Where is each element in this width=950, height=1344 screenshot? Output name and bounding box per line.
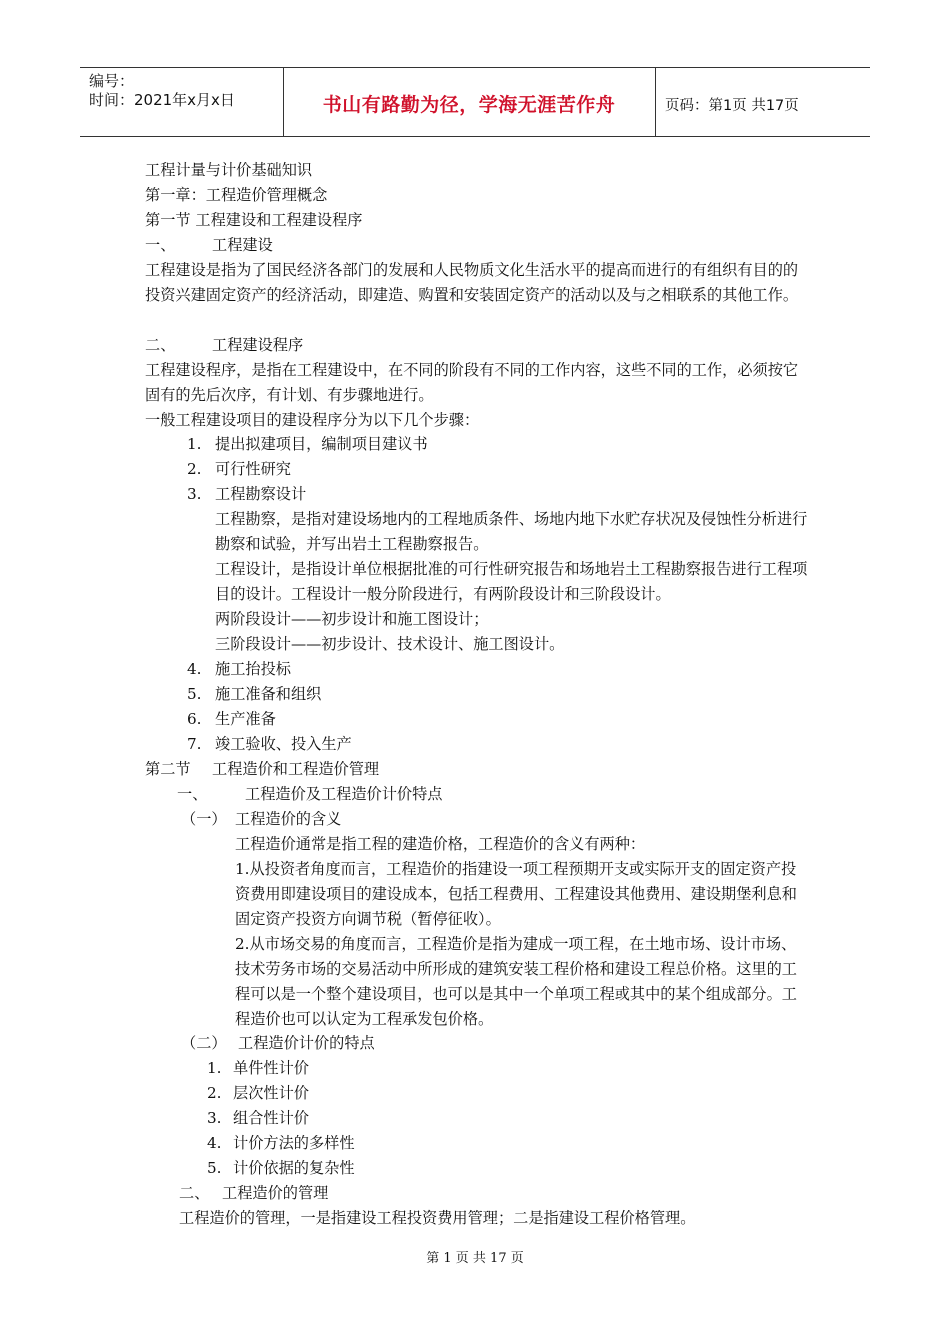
paragraph: 一般工程建设项目的建设程序分为以下几个步骤：	[145, 411, 480, 429]
list-item: 计价依据的复杂性	[233, 1159, 355, 1177]
header-divider	[655, 68, 656, 136]
doc-title: 工程计量与计价基础知识	[145, 161, 313, 179]
list-number: 2.	[207, 1084, 222, 1102]
paragraph: 两阶段设计——初步设计和施工图设计；	[215, 610, 489, 628]
paragraph: 工程建设程序，是指在工程建设中，在不同的阶段有不同的工作内容，这些不同的工作，必须按它固有的先后次序，有计划、有步骤地进行。	[145, 361, 799, 404]
list-number: 5.	[207, 1159, 222, 1177]
header-motto: 书山有路勤为径，学海无涯苦作舟	[322, 94, 616, 116]
paragraph: 工程造价通常是指工程的建造价格，工程造价的含义有两种：	[235, 835, 646, 853]
list-number: 1.	[187, 435, 202, 453]
paragraph: 2.从市场交易的角度而言，工程造价是指为建成一项工程，在土地市场、设计市场、技术劳务市场的交易活动中所形成的建筑安装工程价格和建设工程总价格。这里的工程可以是一个整个建设项目，也可以是其中一个单项工程或其中的某个组成部分。工程造价也可以认定为工程承发包价格。	[235, 935, 797, 1028]
subheading-number: （二）	[181, 1034, 227, 1052]
list-number: 3.	[187, 485, 202, 503]
header-page-number: 页码：第1页 共17页	[665, 98, 799, 114]
header-meta	[89, 72, 235, 110]
paragraph: 工程建设是指为了国民经济各部门的发展和人民物质文化生活水平的提高而进行的有组织有目的的投资兴建固定资产的经济活动，即建造、购置和安装固定资产的活动以及与之相联系的其他工作。	[145, 261, 799, 304]
paragraph: 1.从投资者角度而言，工程造价的指建设一项工程预期开支或实际开支的固定资产投资费用即建设项目的建设成本，包括工程费用、工程建设其他费用、建设期堡利息和固定资产投资方向调节税（暂停征收）。	[235, 860, 797, 928]
list-item: 计价方法的多样性	[233, 1134, 355, 1152]
list-number: 4.	[187, 660, 202, 678]
list-number: 3.	[207, 1109, 222, 1127]
heading-text: 工程造价的管理	[222, 1184, 329, 1202]
list-item: 层次性计价	[233, 1084, 309, 1102]
paragraph: 三阶段设计——初步设计、技术设计、施工图设计。	[215, 635, 565, 653]
list-number: 7.	[187, 735, 202, 753]
list-item: 竣工验收、投入生产	[215, 735, 352, 753]
list-number: 4.	[207, 1134, 222, 1152]
header-number: 编号：	[89, 72, 135, 90]
chapter-heading: 第一章：工程造价管理概念	[145, 186, 328, 204]
list-item: 提出拟建项目，编制项目建议书	[215, 435, 428, 453]
list-item: 施工抬投标	[215, 660, 291, 678]
list-number: 2.	[187, 460, 202, 478]
document-header	[80, 67, 870, 137]
list-item: 组合性计价	[233, 1109, 309, 1127]
list-number: 6.	[187, 710, 202, 728]
section-number: 第二节	[145, 760, 191, 778]
heading-text: 工程建设	[212, 236, 273, 254]
list-item: 单件性计价	[233, 1059, 309, 1077]
section-heading: 第一节 工程建设和工程建设程序	[145, 211, 363, 229]
heading-number: 一、	[177, 785, 208, 803]
heading-number: 二、	[145, 336, 176, 354]
heading-text: 工程建设程序	[212, 336, 304, 354]
heading-text: 工程造价及工程造价计价特点	[245, 785, 443, 803]
list-item: 施工准备和组织	[215, 685, 322, 703]
list-number: 5.	[187, 685, 202, 703]
paragraph: 工程设计，是指设计单位根据批准的可行性研究报告和场地岩土工程勘察报告进行工程项目的设计。工程设计一般分阶段进行，有两阶段设计和三阶段设计。	[215, 560, 808, 603]
list-item: 生产准备	[215, 710, 276, 728]
section-heading: 工程造价和工程造价管理	[212, 760, 380, 778]
header-time: 时间：2021年x月x日	[89, 91, 235, 109]
heading-number: 一、	[145, 236, 176, 254]
subheading-number: （一）	[181, 810, 227, 828]
subheading-text: 工程造价的含义	[235, 810, 342, 828]
paragraph: 工程造价的管理，一是指建设工程投资费用管理；二是指建设工程价格管理。	[179, 1209, 696, 1227]
list-item: 可行性研究	[215, 460, 291, 478]
heading-number: 二、	[179, 1184, 210, 1202]
paragraph: 工程勘察，是指对建设场地内的工程地质条件、场地内地下水贮存状况及侵蚀性分析进行勘察和试验，并写出岩土工程勘察报告。	[215, 510, 808, 553]
page-footer: 第 1 页 共 17 页	[426, 1251, 524, 1266]
subheading-text: 工程造价计价的特点	[238, 1034, 375, 1052]
list-number: 1.	[207, 1059, 222, 1077]
list-item: 工程勘察设计	[215, 485, 307, 503]
